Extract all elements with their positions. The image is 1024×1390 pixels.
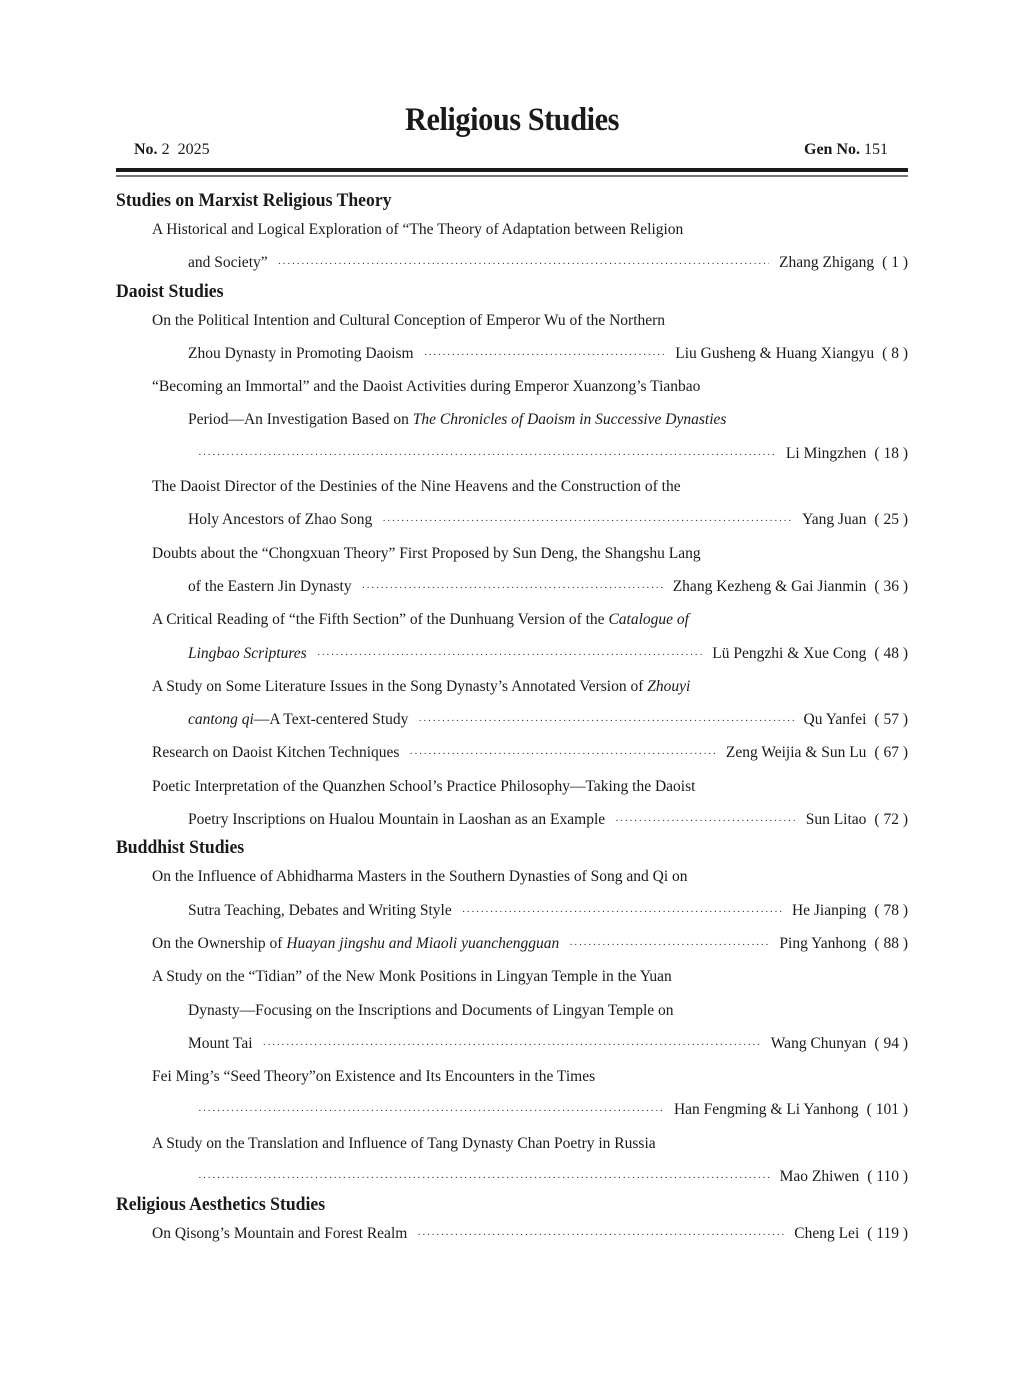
section-heading: Daoist Studies xyxy=(116,280,224,302)
article-author: Cheng Lei xyxy=(794,1225,860,1243)
page-number: ( 67 ) xyxy=(874,744,908,762)
toc-line xyxy=(116,1060,908,1093)
toc-entry[interactable] xyxy=(116,537,908,604)
article-title-text: Doubts about the “Chongxuan Theory” First Proposed by Sun Deng, the Shangshu Lang xyxy=(152,544,701,562)
article-author: Liu Gusheng & Huang Xiangyu xyxy=(675,344,875,362)
toc-line xyxy=(116,803,908,836)
article-author: Zhang Zhigang xyxy=(779,254,875,272)
toc-line xyxy=(116,403,908,436)
issue-meta-row xyxy=(116,141,908,163)
page-number: ( 57 ) xyxy=(874,711,908,729)
toc-entry[interactable] xyxy=(116,1127,908,1194)
toc-line xyxy=(116,570,908,603)
toc-entry[interactable] xyxy=(116,736,908,769)
toc-line xyxy=(116,503,908,536)
italic-title: Lingbao Scriptures xyxy=(188,644,307,662)
dot-leader xyxy=(615,805,796,838)
article-title-text: A Study on the Translation and Influence of Tang Dynasty Chan Poetry in Russia xyxy=(152,1134,656,1152)
article-title-text: and Society” xyxy=(188,254,268,272)
dot-leader xyxy=(362,572,663,605)
dot-leader xyxy=(409,738,715,771)
header-rule-thin xyxy=(116,175,908,177)
gen-number-info: Gen No. 151 xyxy=(804,141,888,158)
author-and-page xyxy=(794,1217,908,1250)
page-number: ( 1 ) xyxy=(882,254,908,272)
dot-leader xyxy=(424,339,666,372)
article-title-text: “Becoming an Immortal” and the Daoist Activities during Emperor Xuanzong’s Tianbao xyxy=(152,378,701,396)
dot-leader xyxy=(198,1095,664,1128)
toc-entry[interactable] xyxy=(116,370,908,470)
toc-entry[interactable] xyxy=(116,960,908,1060)
toc-body xyxy=(116,189,908,1251)
toc-line xyxy=(116,304,908,337)
page-number: ( 119 ) xyxy=(867,1225,908,1243)
page-number: ( 72 ) xyxy=(874,811,908,829)
toc-entry[interactable] xyxy=(116,213,908,280)
section-heading: Buddhist Studies xyxy=(116,837,245,859)
article-author: Wang Chunyan xyxy=(770,1034,867,1052)
article-title-text: Poetic Interpretation of the Quanzhen School’s Practice Philosophy—Taking the Daoist xyxy=(152,777,696,795)
author-and-page xyxy=(804,703,908,736)
article-title-text: Sutra Teaching, Debates and Writing Style xyxy=(188,901,452,919)
article-author: Yang Juan xyxy=(802,511,867,529)
dot-leader xyxy=(462,896,782,929)
article-author: Qu Yanfei xyxy=(803,711,867,729)
page-number: ( 8 ) xyxy=(882,344,908,362)
toc-entry[interactable] xyxy=(116,603,908,670)
article-author: Zeng Weijia & Sun Lu xyxy=(725,744,867,762)
author-and-page xyxy=(792,894,908,927)
author-and-page xyxy=(674,1093,908,1126)
article-title-text: cantong qi—A Text-centered Study xyxy=(188,711,409,729)
toc-line xyxy=(116,1127,908,1160)
article-title-text: Research on Daoist Kitchen Techniques xyxy=(152,744,400,762)
header-rule-thick xyxy=(116,168,908,172)
dot-leader xyxy=(263,1029,761,1062)
journal-title: Religious Studies xyxy=(404,102,620,138)
article-title-text: On the Political Intention and Cultural Conception of Emperor Wu of the Northern xyxy=(152,311,666,329)
toc-line xyxy=(116,1160,908,1193)
article-title-text: Mount Tai xyxy=(188,1034,253,1052)
toc-entry[interactable] xyxy=(116,670,908,737)
article-title-text: A Study on Some Literature Issues in the Song Dynasty’s Annotated Version of Zhouyi xyxy=(152,677,691,695)
dot-leader xyxy=(317,639,703,672)
toc-entry[interactable] xyxy=(116,927,908,960)
toc-line xyxy=(116,246,908,279)
article-title-text: Dynasty—Focusing on the Inscriptions and Documents of Lingyan Temple on xyxy=(188,1001,674,1019)
section-heading: Religious Aesthetics Studies xyxy=(116,1194,326,1216)
toc-line xyxy=(116,703,908,736)
italic-title: Huayan jingshu and Miaoli yuanchengguan xyxy=(286,934,560,952)
section-heading: Studies on Marxist Religious Theory xyxy=(116,190,392,211)
toc-entry[interactable] xyxy=(116,1060,908,1127)
toc-entry[interactable] xyxy=(116,860,908,927)
article-title-text: On the Ownership of Huayan jingshu and Miaoli yuanchengguan xyxy=(152,934,560,952)
page-number: ( 101 ) xyxy=(866,1101,908,1119)
toc-line xyxy=(116,537,908,570)
article-title-text: Zhou Dynasty in Promoting Daoism xyxy=(188,344,414,362)
italic-title: cantong qi xyxy=(188,711,254,729)
toc-line xyxy=(116,603,908,636)
page-number: ( 88 ) xyxy=(874,934,908,952)
italic-title: Zhouyi xyxy=(647,677,691,695)
dot-leader xyxy=(418,705,793,738)
dot-leader xyxy=(569,929,769,962)
toc-line xyxy=(116,337,908,370)
dot-leader xyxy=(198,1162,770,1195)
dot-leader xyxy=(417,1219,784,1252)
toc-line xyxy=(116,437,908,470)
article-author: Li Mingzhen xyxy=(785,444,867,462)
author-and-page xyxy=(786,437,908,470)
page-number: ( 94 ) xyxy=(874,1034,908,1052)
page-number: ( 48 ) xyxy=(874,644,908,662)
toc-entry[interactable] xyxy=(116,770,908,837)
toc-entry[interactable] xyxy=(116,304,908,371)
article-title-text: Period—An Investigation Based on The Chronicles of Daoism in Successive Dynasties xyxy=(188,411,727,429)
article-title-text: Poetry Inscriptions on Hualou Mountain in Laoshan as an Example xyxy=(188,811,606,829)
article-author: Han Fengming & Li Yanhong xyxy=(673,1101,859,1119)
toc-line xyxy=(116,994,908,1027)
toc-line xyxy=(116,370,908,403)
dot-leader xyxy=(382,505,792,538)
article-title-text: The Daoist Director of the Destinies of the Nine Heavens and the Construction of the xyxy=(152,478,681,496)
page-number: ( 25 ) xyxy=(874,511,908,529)
article-author: Zhang Kezheng & Gai Jianmin xyxy=(672,577,867,595)
article-title-text: On the Influence of Abhidharma Masters in the Southern Dynasties of Song and Qi on xyxy=(152,868,688,886)
article-title-text: On Qisong’s Mountain and Forest Realm xyxy=(152,1225,408,1243)
article-title-text: A Historical and Logical Exploration of “The Theory of Adaptation between Religion xyxy=(152,221,684,238)
issue-info: No. 2 2025 xyxy=(134,141,210,158)
page-number: ( 110 ) xyxy=(867,1168,908,1186)
author-and-page xyxy=(675,337,908,370)
italic-title: The Chronicles of Daoism in Successive Dynasties xyxy=(412,411,727,429)
italic-title: Catalogue of xyxy=(608,611,689,629)
toc-line xyxy=(116,927,908,960)
author-and-page xyxy=(673,570,908,603)
toc-line xyxy=(116,470,908,503)
toc-entry[interactable] xyxy=(116,470,908,537)
author-and-page xyxy=(771,1027,908,1060)
toc-line xyxy=(116,670,908,703)
toc-line xyxy=(116,1027,908,1060)
toc-line xyxy=(116,1093,908,1126)
author-and-page xyxy=(779,927,908,960)
article-title-text xyxy=(188,637,307,670)
author-and-page xyxy=(779,246,908,279)
author-and-page xyxy=(802,503,908,536)
article-title-text: A Study on the “Tidian” of the New Monk Positions in Lingyan Temple in the Yuan xyxy=(152,968,672,986)
toc-line xyxy=(116,213,908,246)
dot-leader xyxy=(278,248,769,281)
article-author: Ping Yanhong xyxy=(779,934,867,952)
author-and-page xyxy=(806,803,908,836)
article-title-text: A Critical Reading of “the Fifth Section” of the Dunhuang Version of the Catalogue of xyxy=(152,611,689,629)
article-title-text: Holy Ancestors of Zhao Song xyxy=(188,511,373,529)
page-number: ( 78 ) xyxy=(874,901,908,919)
article-title-text: of the Eastern Jin Dynasty xyxy=(188,577,352,595)
toc-line xyxy=(116,960,908,993)
toc-line xyxy=(116,860,908,893)
table-of-contents-page xyxy=(116,100,908,1251)
article-author: Mao Zhiwen xyxy=(779,1168,860,1186)
toc-line xyxy=(116,894,908,927)
article-title-text: Fei Ming’s “Seed Theory”on Existence and Its Encounters in the Times xyxy=(152,1068,596,1086)
dot-leader xyxy=(198,439,776,472)
author-and-page xyxy=(780,1160,908,1193)
author-and-page xyxy=(726,736,908,769)
toc-line xyxy=(116,770,908,803)
toc-line xyxy=(116,637,908,670)
toc-line xyxy=(116,736,908,769)
author-and-page xyxy=(712,637,908,670)
page-number: ( 36 ) xyxy=(874,577,908,595)
article-author: Lü Pengzhi & Xue Cong xyxy=(712,644,867,662)
article-author: He Jianping xyxy=(791,901,867,919)
page-number: ( 18 ) xyxy=(874,444,908,462)
toc-entry[interactable] xyxy=(116,1217,908,1250)
article-author: Sun Litao xyxy=(805,811,867,829)
toc-line xyxy=(116,1217,908,1250)
